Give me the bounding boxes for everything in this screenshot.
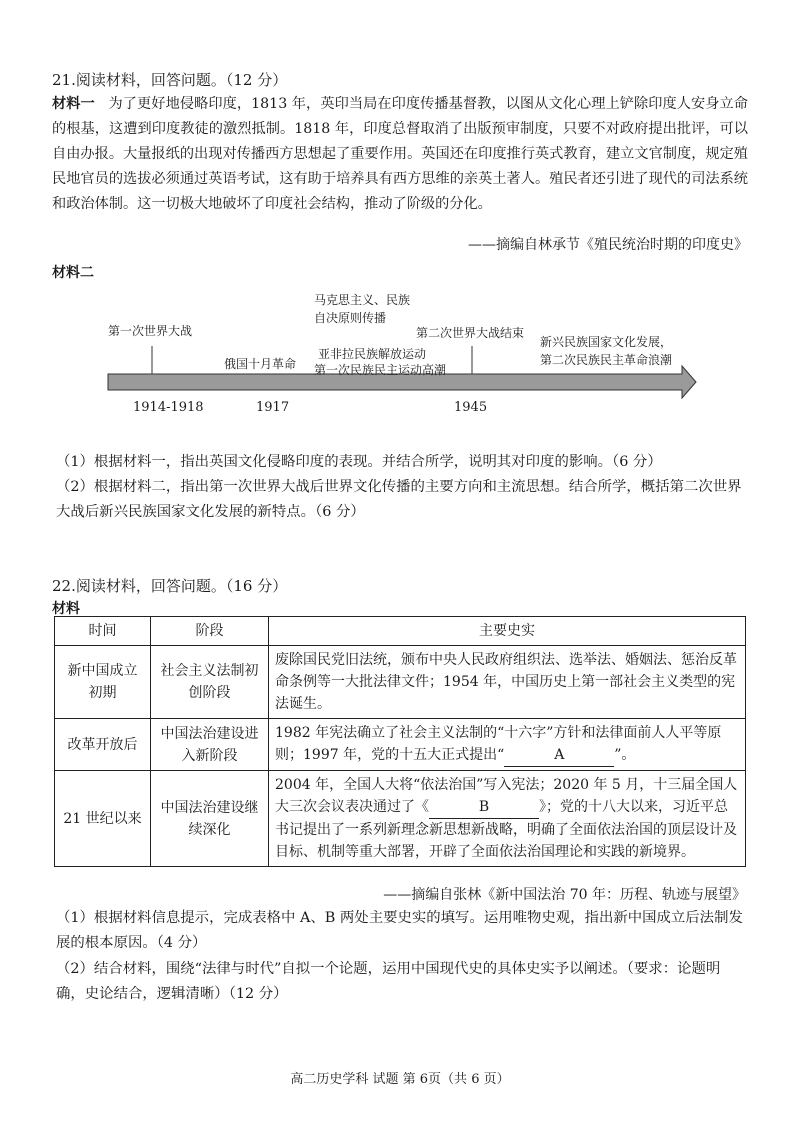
blank-a: A	[504, 744, 614, 767]
row2-facts-before: 1982 年宪法确立了社会主义法制的“十六字”方针和法律面前人人平等原则；1997 年，党的十五大正式提出“	[275, 725, 722, 763]
label-ww1: 第一次世界大战	[108, 324, 193, 338]
row3-facts-after: 》；党的十八大以来，习近平总书记提出了一系列新理念新思想新战略，明确了全面依法治国的顶层设计及目标、机制等重大部署，开辟了全面依法治国理论和实践的新境界。	[275, 799, 737, 860]
material1-source: ——摘编自林承节《殖民统治时期的印度史》	[468, 237, 748, 253]
label-new-1: 新兴民族国家文化发展，	[540, 335, 673, 349]
q21-material1	[52, 92, 748, 217]
material1-text: 为了更好地侵略印度，1813 年，英印当局在印度传播基督教，以图从文化心理上铲除印度人安身立命的根基，这遭到印度教徒的激烈抵制。1818 年，印度总督取消了出版预审制度，只要不对政府提出批评，可以自由办报。大量报纸的出现对传播西方思想起了重要作用。英国还在印度推行英式教育，建立文官制度，规定殖民地官员的选拔必须通过英语考试，这有助于培养具有西方思维的亲英土著人。殖民者还引进了现代的司法系统和政治体制。这一切极大地破坏了印度社会结构，推动了阶级的分化。	[52, 96, 748, 212]
row2-time: 改革开放后	[55, 719, 151, 771]
header-time: 时间	[55, 617, 151, 646]
row3-facts-before: 2004 年，全国人大将“依法治国”写入宪法；2020 年 5 月，十三届全国人大三次会议表决通过了《	[275, 777, 738, 815]
history-table	[54, 616, 746, 867]
q22-source: ——摘编自张林《新中国法治 70 年：历程、轨迹与展望》	[383, 887, 746, 903]
q21-sub2: （2）根据材料二，指出第一次世界大战后世界文化传播的主要方向和主流思想。结合所学，概括第二次世界大战后新兴民族国家文化发展的新特点。（6 分）	[56, 479, 742, 520]
label-russia: 俄国十月革命	[224, 357, 297, 371]
row2-facts	[269, 719, 746, 771]
q22-material-label: 材料	[52, 601, 80, 617]
year-1945: 1945	[454, 400, 488, 415]
row2-stage: 中国法治建设进入新阶段	[151, 719, 269, 771]
table-row	[55, 646, 746, 719]
blank-b: B	[429, 796, 539, 819]
material2-label: 材料二	[52, 265, 94, 281]
q21-title: 21.阅读材料，回答问题。（12 分）	[52, 71, 288, 89]
year-1914: 1914-1918	[133, 400, 204, 415]
q21-sub1: （1）根据材料一，指出英国文化侵略印度的表现。并结合所学，说明其对印度的影响。（6 分）	[56, 454, 662, 470]
row1-time: 新中国成立初期	[55, 646, 151, 719]
label-new-2: 第二次民族民主革命浪潮	[540, 353, 673, 367]
q22-title: 22.阅读材料，回答问题。（16 分）	[52, 577, 288, 595]
header-stage: 阶段	[151, 617, 269, 646]
table-row	[55, 719, 746, 771]
row3-time: 21 世纪以来	[55, 771, 151, 867]
table-row	[55, 771, 746, 867]
label-asia-2: 第一次民族民主运动高潮	[314, 363, 447, 377]
q22-sub1: （1）根据材料信息提示，完成表格中 A、B 两处主要史实的填写。运用唯物史观，指出新中国成立后法制发展的根本原因。（4 分）	[56, 910, 743, 951]
year-1917: 1917	[256, 400, 290, 415]
label-marx-2: 自决原则传播	[314, 311, 387, 325]
q22-sub2: （2）结合材料，围绕“法律与时代”自拟一个论题，运用中国现代史的具体史实予以阐述。（要求：论题明确，史论结合，逻辑清晰）（12 分）	[56, 961, 721, 1002]
row2-facts-after: ”。	[614, 747, 636, 763]
label-ww2: 第二次世界大战结束	[416, 326, 525, 340]
row3-stage: 中国法治建设继续深化	[151, 771, 269, 867]
row1-stage: 社会主义法制初创阶段	[151, 646, 269, 719]
table-header-row	[55, 617, 746, 646]
material1-label: 材料一	[52, 96, 95, 112]
header-facts: 主要史实	[269, 617, 746, 646]
page-footer: 高二历史学科 试题 第 6页（共 6 页）	[290, 1072, 510, 1087]
label-marx-1: 马克思主义、民族	[314, 293, 411, 307]
label-asia-1: 亚非拉民族解放运动	[318, 347, 427, 361]
row1-facts: 废除国民党旧法统，颁布中央人民政府组织法、选举法、婚姻法、惩治反革命条例等一大批法律文件；1954 年，中国历史上第一部社会主义类型的宪法诞生。	[269, 646, 746, 719]
row3-facts	[269, 771, 746, 867]
timeline-figure	[100, 286, 710, 426]
